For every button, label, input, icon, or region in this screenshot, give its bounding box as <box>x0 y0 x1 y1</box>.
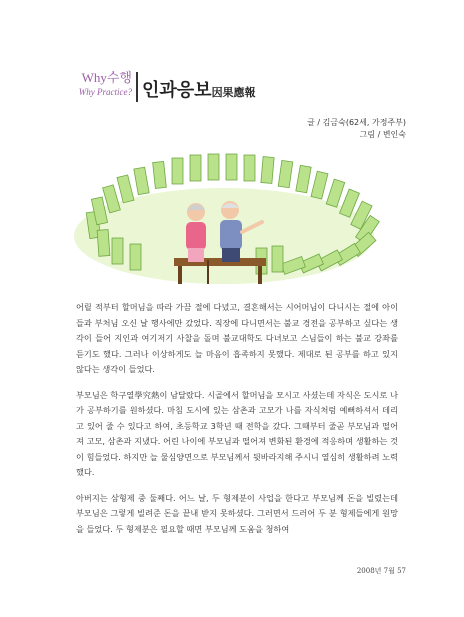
paragraph-3: 아버지는 삼형제 중 둘째다. 어느 날, 두 형제분이 사업을 한다고 부모님께 돈을 빌렸는데 부모님은 그렇게 빌려준 돈을 끝내 받지 못하셨다. 그러면서 드러어 두 분 형제들에게 원망을 들었다. 두 형제분은 필요할 때면 부모님께 도움을 청하여 <box>76 492 398 534</box>
header-divider <box>136 72 138 102</box>
article-body <box>76 300 398 547</box>
kicker-text: Why수행 <box>81 70 132 85</box>
author-credit: 글 / 김금숙(62세, 가정주부) <box>307 118 406 127</box>
article-title-hanja: 因果應報 <box>211 86 256 99</box>
byline <box>307 117 406 141</box>
paragraph-2: 부모님은 학구열學究熱이 남달랐다. 시골에서 할머님을 모시고 사셨는데 자식은 도시로 나가 공부하기를 원하셨다. 마침 도시에 있는 삼촌과 고모가 나를 자식처럼 예뻐하셔서 데리고 있어 줄 수 있다고 하여, 초등학교 3학년 때 전학을 갔다. 그때부터 줄곧 부모님과 떨어져 고모, 삼촌과 지냈다. 어린 나이에 부모님과 떨어져 변화된 환경에 적응하며 생활하는 것이 힘들었다. 하지만 늘 물심양면으로 부모님께서 뒷바라지해 주시니 열심히 생활하려 노력했다. <box>76 389 398 477</box>
dominoes-illustration <box>74 150 390 292</box>
paragraph-1: 어릴 적부터 할머님을 따라 가끔 절에 다녔고, 결혼해서는 시어머님이 다니시는 절에 아이들과 부처님 오신 날 행사에만 갔었다. 직장에 다니면서는 불교 경전을 공부하고 싶다는 생각이 들어 지인과 여기저기 사찰을 돌며 불교대학도 다녀보고 스님들이 하는 불교 강좌를 듣기도 했다. 그러나 이상하게도 늘 마음이 흡족하지 못했다. 제대로 된 공부를 하고 있지 않다는 생각이 들었다. <box>76 302 398 374</box>
page-footer: 2008년 7월 57 <box>356 567 406 575</box>
kicker-english-text: Why Practice? <box>78 87 132 97</box>
article-title <box>142 76 256 102</box>
section-kicker <box>76 70 132 98</box>
article-title-korean: 인과응보 <box>142 80 212 101</box>
illustrator-credit: 그림 / 변인숙 <box>359 130 406 139</box>
